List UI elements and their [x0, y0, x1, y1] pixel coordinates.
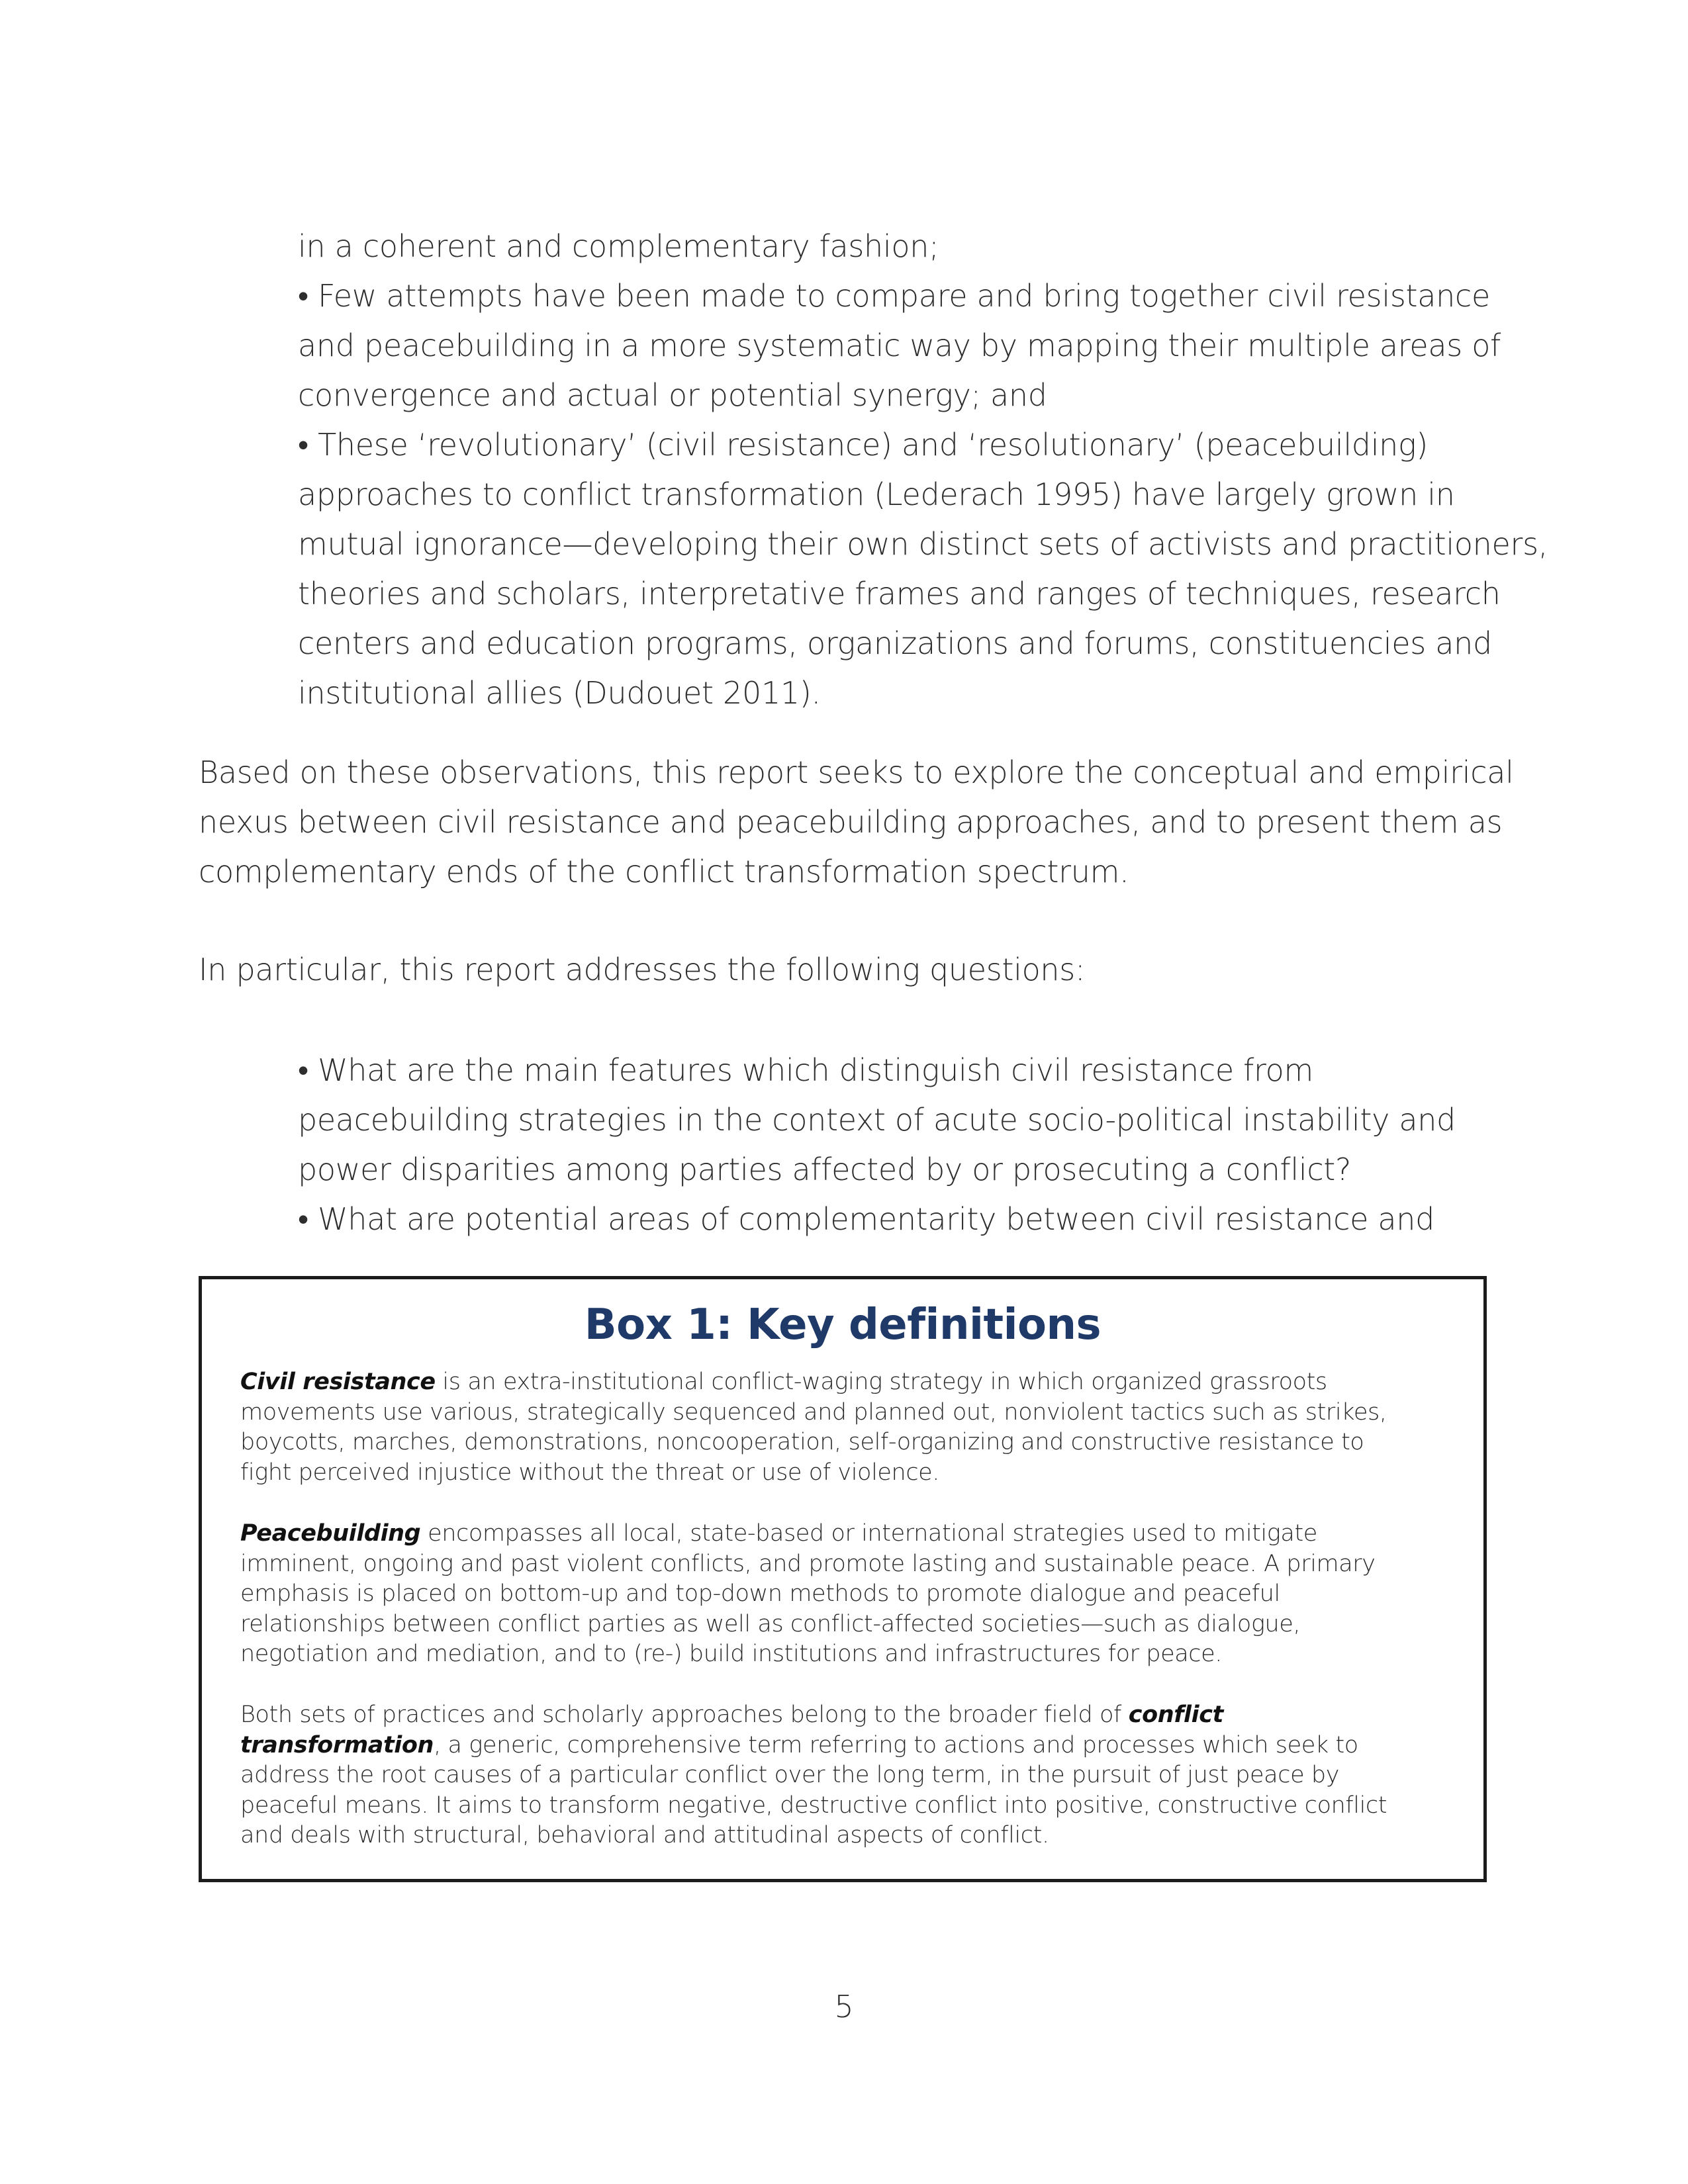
key-definitions-box	[199, 1276, 1487, 1882]
text-line: In particular, this report addresses the following questions:	[199, 952, 1086, 987]
text-line: and peacebuilding in a more systematic way by mapping their multiple areas of	[298, 328, 1501, 363]
bullet-item-line: • These ‘revolutionary’ (civil resistance) and ‘resolutionary’ (peacebuilding)	[298, 427, 1428, 463]
definition-peacebuilding	[240, 1519, 1458, 1670]
text-line: peaceful means. It aims to transform negative, destructive conflict into positive, constructive conflict	[240, 1792, 1387, 1819]
text-line	[240, 1731, 1458, 1761]
text-line: fight perceived injustice without the threat or use of violence.	[240, 1459, 940, 1486]
text-line: institutional allies (Dudouet 2011).	[298, 675, 821, 711]
text-line: Based on these observations, this report seeks to explore the conceptual and empirical	[199, 754, 1514, 790]
text-line: peacebuilding strategies in the context of acute socio-political instability and	[298, 1102, 1456, 1138]
text-line: relationships between conflict parties as well as conflict-affected societies—such as dialogue,	[240, 1610, 1301, 1637]
text-span: encompasses all local, state-based or international strategies used to mitigate	[420, 1520, 1317, 1547]
text-line: complementary ends of the conflict transformation spectrum.	[199, 854, 1129, 889]
term-civil-resistance: Civil resistance	[240, 1369, 436, 1395]
questions-list	[298, 1046, 1516, 1244]
text-line: and deals with structural, behavioral and attitudinal aspects of conflict.	[240, 1822, 1049, 1848]
definition-civil-resistance	[240, 1367, 1458, 1488]
text-line: nexus between civil resistance and peacebuilding approaches, and to present them as	[199, 804, 1503, 840]
page-number: 5	[834, 1989, 854, 2025]
term-conflict: conflict	[1128, 1702, 1223, 1728]
text-span: , a generic, comprehensive term referring to actions and processes which seek to	[434, 1731, 1358, 1758]
bullet-item-line: • What are potential areas of complementarity between civil resistance and	[298, 1201, 1435, 1237]
bullet-item-line: • Few attempts have been made to compare and bring together civil resistance	[298, 278, 1490, 314]
bullet-item-line: • What are the main features which distinguish civil resistance from	[298, 1052, 1314, 1088]
text-line: power disparities among parties affected by or prosecuting a conflict?	[298, 1152, 1352, 1187]
text-line: convergence and actual or potential synergy; and	[298, 377, 1047, 413]
text-line	[240, 1519, 1458, 1549]
text-line: imminent, ongoing and past violent conflicts, and promote lasting and sustainable peace. A primary	[240, 1550, 1376, 1577]
text-span: Both sets of practices and scholarly approaches belong to the broader field of	[240, 1702, 1129, 1728]
text-line: in a coherent and complementary fashion;	[298, 228, 939, 264]
text-line: centers and education programs, organizations and forums, constituencies and	[298, 625, 1492, 661]
text-line: emphasis is placed on bottom-up and top-down methods to promote dialogue and peaceful	[240, 1580, 1280, 1607]
box-title: Box 1: Key definitions	[584, 1300, 1102, 1349]
text-line	[240, 1367, 1458, 1398]
term-transformation: transformation	[240, 1731, 434, 1758]
text-span: is an extra-institutional conflict-waging strategy in which organized grassroots	[435, 1369, 1327, 1395]
paragraph-questions-intro	[199, 945, 1496, 995]
bullet-list-continuation	[298, 222, 1548, 718]
text-line	[240, 1700, 1458, 1731]
text-line: mutual ignorance—developing their own distinct sets of activists and practitioners,	[298, 526, 1548, 562]
text-line: theories and scholars, interpretative frames and ranges of techniques, research	[298, 576, 1501, 612]
text-line: boycotts, marches, demonstrations, noncooperation, self-organizing and constructive resistance to	[240, 1429, 1364, 1455]
term-peacebuilding: Peacebuilding	[240, 1520, 421, 1547]
text-line: approaches to conflict transformation (Lederach 1995) have largely grown in	[298, 477, 1455, 512]
text-line: address the root causes of a particular conflict over the long term, in the pursuit of just peace by	[240, 1762, 1340, 1788]
text-line: movements use various, strategically sequenced and planned out, nonviolent tactics such as strikes,	[240, 1398, 1387, 1426]
paragraph-observations	[199, 748, 1514, 897]
definition-conflict-transformation	[240, 1700, 1458, 1851]
text-line: negotiation and mediation, and to (re-) build institutions and infrastructures for peace.	[240, 1641, 1223, 1667]
